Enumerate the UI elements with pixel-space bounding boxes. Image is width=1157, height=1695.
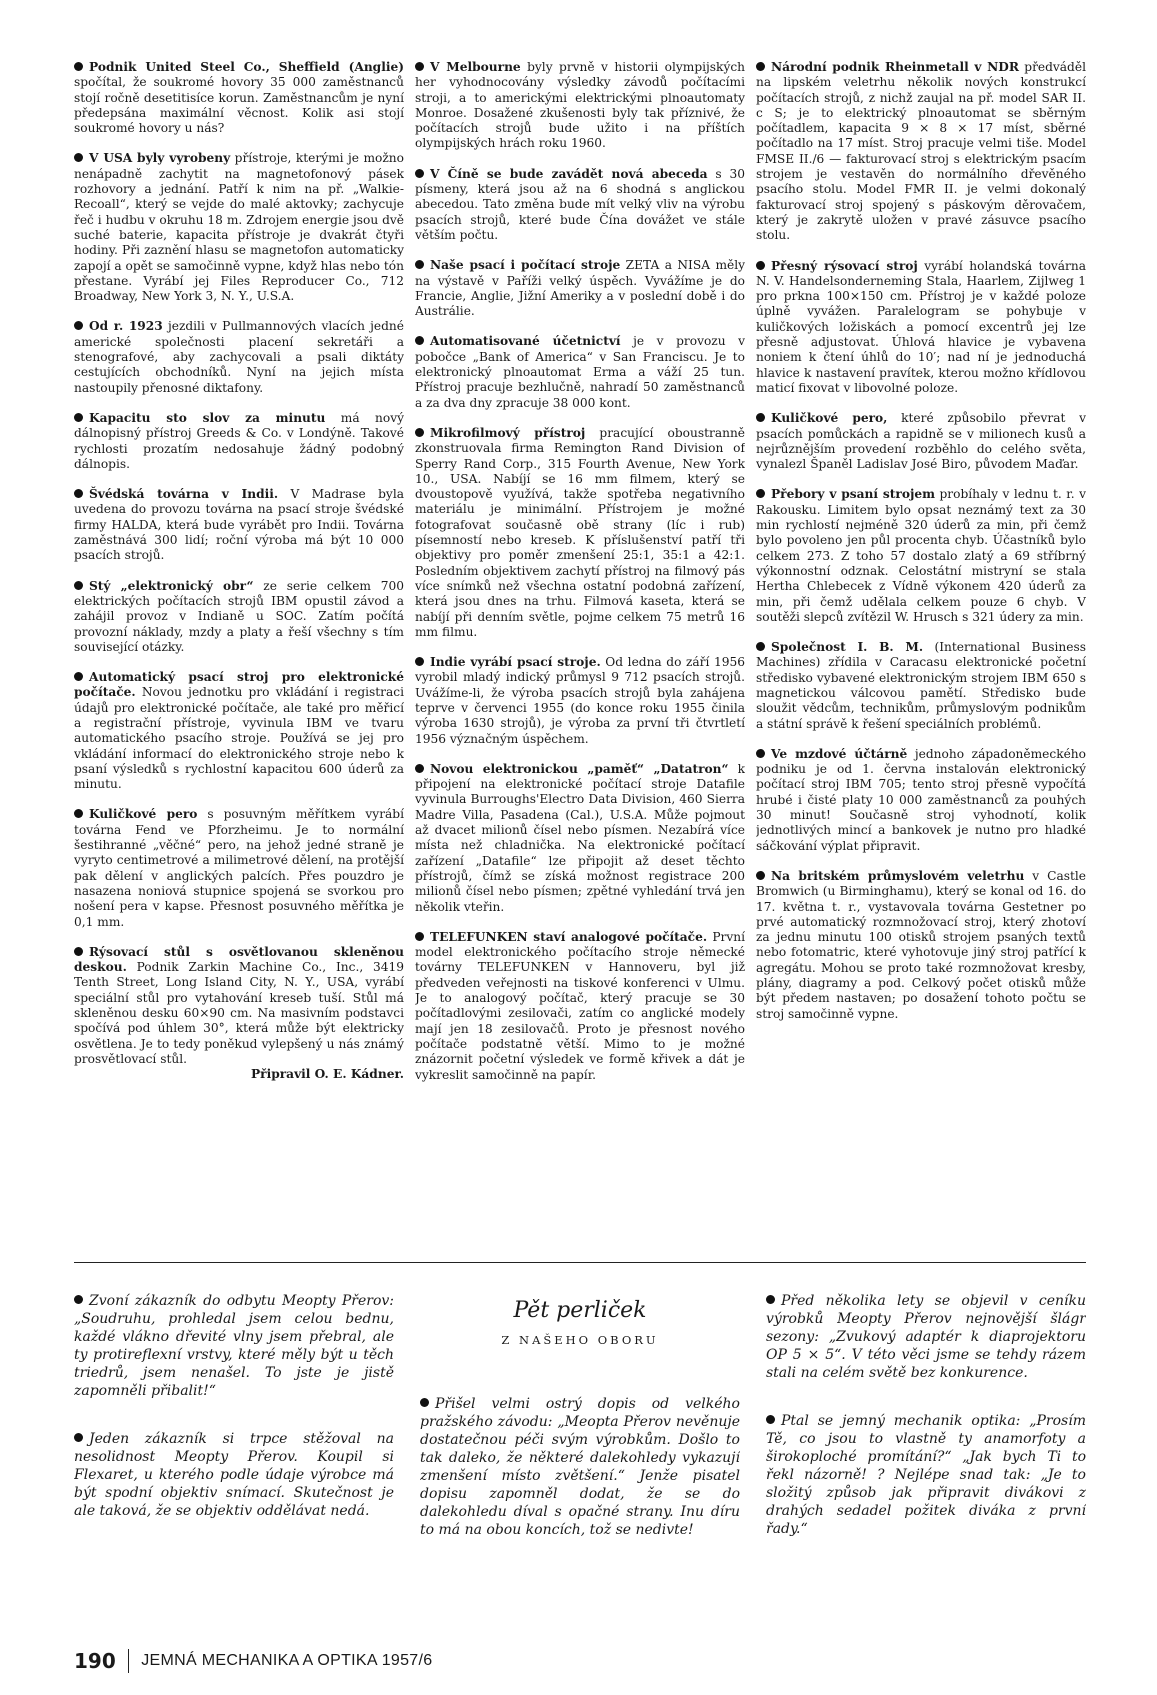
bullet-icon <box>756 261 765 270</box>
column-2 <box>415 60 745 1256</box>
news-item-text: k připojení na elektronické počítací stroje Datafile vyvinula Burroughs'Electro Data Division, 460 Sierra Madre Villa, Pasadena (Cal.), U.S.A. Může pojmout až dvacet milionů čísel nebo písmen. Nezabírá více místa než chladnička. Na elektronické počítací zařízení „Datafile“ lze připojit až deset těchto přístrojů, čímž se získá možnost registrace 200 milionů čísel nebo písmen; zpětné vyhledání trvá jen několik vteřin. <box>415 761 745 914</box>
column-1 <box>74 60 404 1256</box>
journal-title: JEMNÁ MECHANIKA A OPTIKA 1957/6 <box>141 1652 433 1669</box>
pearl-item <box>420 1395 740 1539</box>
news-item-lead: Indie vyrábí psací stroje. <box>430 655 601 670</box>
news-item <box>415 60 745 152</box>
news-item-lead: Kuličkové pero <box>89 807 198 822</box>
bullet-icon <box>766 1295 775 1304</box>
news-item-text: ze serie celkem 700 elektrických počítacích strojů IBM opustil závod a zahájil provoz v Indianě u SOC. Zatím počítá provozní náklady, mzdy a platy a řeší všechny s tím související otázky. <box>74 578 404 654</box>
author-signature: Připravil O. E. Kádner. <box>251 1067 404 1082</box>
news-item <box>756 60 1086 244</box>
news-item <box>415 334 745 410</box>
news-item-text: s 30 písmeny, která jsou až na 6 shodná s anglickou abecedou. Tato změna bude mít velký vliv na výrobu psacích strojů, které bude Čína dovážet ve stále větším počtu. <box>415 166 745 242</box>
bullet-icon <box>74 489 83 498</box>
pearls-column-left <box>74 1292 394 1622</box>
bullet-icon <box>756 62 765 71</box>
bullet-icon <box>415 657 424 666</box>
news-columns <box>74 60 1086 1256</box>
pearls-column-right <box>766 1292 1086 1622</box>
news-item-text: v Castle Bromwich (u Birminghamu), který se konal od 16. do 17. května t. r., vystavovala továrna Gestetner po prvé automatický rozmnožovací stroj, který zhotoví za jednu minutu 100 otisků strojem psaných textů nebo fotomatric, které vyhotovuje jiný stroj patřící k agregátu. Mohou se proto také rozmnožovat kresby, plány, diagramy a pod. Celkový počet otisků může být předem nastaven; po dosažení tohoto počtu se stroj samočinně vypne. <box>756 868 1086 1021</box>
pearl-item <box>766 1412 1086 1538</box>
news-item-lead: Ve mzdové účtárně <box>771 746 908 761</box>
news-item <box>756 640 1086 732</box>
news-item-lead: Mikrofilmový přístroj <box>430 425 586 440</box>
news-item-lead: Švédská továrna v Indii. <box>89 487 279 502</box>
bullet-icon <box>74 581 83 590</box>
bullet-icon <box>74 947 83 956</box>
news-item-text: je v provozu v pobočce „Bank of America“ v San Franciscu. Je to elektronický plnoautomat Erma a váží 25 tun. Přístroj pracuje bezhlučně, nahradí 50 zaměstnanců a za dva dny zpracuje 38 000 kont. <box>415 334 745 410</box>
bullet-icon <box>766 1415 775 1424</box>
pearls-column-middle <box>420 1292 740 1622</box>
bullet-icon <box>756 489 765 498</box>
column-3 <box>756 60 1086 1256</box>
section-divider <box>74 1262 1086 1263</box>
news-item-text: spočítal, že soukromé hovory 35 000 zaměstnanců stojí ročně desetitisíce korun. Zaměstnancům je nyní předepsána maximální věcnost. Kolik asi stojí soukromé hovory u nás? <box>74 75 404 136</box>
news-item-lead: Přesný rýsovací stroj <box>771 258 918 273</box>
bullet-icon <box>415 336 424 345</box>
news-item-lead: Kapacitu sto slov za minutu <box>89 410 326 425</box>
news-item-text: předváděl na lipském veletrhu několik nových konstrukcí počítacích strojů, z nichž zaujal na př. model SAR II. c S; je to elektrický plnoautomat se sběrným počítadlem, kapacita 9 × 8 × 17 míst, sběrné počítadlo na 17 míst. Stroj pracuje velmi tiše. Model FMSE II./6 — fakturovací stroj s elektrickým psacím strojem je vestavěn do normálního dřevěného psacího stolu. Model FMR II. je velmi dokonalý fakturovací stroj spojený s páskovým děrovačem, který je zakrytě uložen v pravé zásuvce psacího stolu. <box>756 60 1086 243</box>
news-item <box>74 151 404 304</box>
news-item-lead: Automatický psací stroj pro elektronické počítače. <box>74 670 404 700</box>
news-item <box>756 259 1086 397</box>
news-item <box>74 945 404 1083</box>
bullet-icon <box>415 62 424 71</box>
news-item-text: které způsobilo převrat v psacích pomůckách a rapidně se v milionech kusů a nejrůznějším provedení rozběhlo do celého světa, vynalezl Španěl Ladislav José Biro, původem Maďar. <box>756 411 1086 472</box>
news-item-lead: Stý „elektronický obr“ <box>89 578 254 593</box>
news-item <box>74 670 404 792</box>
bullet-icon <box>74 1295 83 1304</box>
news-item-lead: Naše psací i počítací stroje <box>430 258 621 273</box>
bullet-icon <box>74 413 83 422</box>
bullet-icon <box>74 153 83 162</box>
news-item-lead: Národní podnik Rheinmetall v NDR <box>771 60 1019 74</box>
news-item-text: s posuvným měřítkem vyrábí továrna Fend ve Pforzheimu. Je to normální šestihranné „věčné“ pero, na jehož jedné straně je vyryto centimetrové a milimetrové dělení, na protější pak dělení v anglických palcích. Přes pouzdro je nasazena noniová stupnice spojená se svorkou pro nošení pera v kapse. Přesnost posuvného měřítka je 0,1 mm. <box>74 807 404 929</box>
pearl-text: Přišel velmi ostrý dopis od velkého pražského závodu: „Meopta Přerov nevěnuje dostatečnou péči svým výrobkům. Došlo to tak daleko, že některé dalekohledy vykazují zmenšení místo zvětšení.“ Jenže pisatel dopisu zapomněl dodat, že se do dalekohledu díval s opačné strany. Inu díru to má na obou koncích, tož se nedivte! <box>420 1396 740 1538</box>
news-item-text: Novou jednotku pro vkládání i registraci údajů pro elektronické počítače, ale také pro měřicí a registrační přístroje, vyvinula IBM ve tvaru automatického psacího stroje. Používá se jej pro vkládání informací do elektronického stroje nebo k psaní výsledků s rychlostní kapacitou 600 úderů za minutu. <box>74 685 404 792</box>
pearls-title: Pět perliček <box>513 1298 647 1323</box>
bullet-icon <box>74 809 83 818</box>
news-item <box>415 426 745 640</box>
pearl-item <box>74 1430 394 1520</box>
news-item <box>756 487 1086 625</box>
news-item-text: ZETA a NISA měly na výstavě v Paříži velký úspěch. Vyvážíme je do Francie, Anglie, Jižní Ameriky a v poslední době i do Austrálie. <box>415 258 745 319</box>
news-item-lead: Novou elektronickou „paměť“ „Datatron“ <box>430 761 729 776</box>
bullet-icon <box>415 932 424 941</box>
news-item-lead: Podnik United Steel Co., Sheffield (Anglie) <box>89 60 404 74</box>
news-item-lead: Společnost I. B. M. <box>771 640 924 655</box>
news-item <box>415 167 745 243</box>
pearl-text: Jeden zákazník si trpce stěžoval na nesolidnost Meopty Přerov. Koupil si Flexaret, u kterého podle údaje výrobce má být spodní objektiv snímací. Skutečnost je ale taková, že se objektiv oddělávat nedá. <box>74 1431 394 1519</box>
bullet-icon <box>756 871 765 880</box>
news-item-lead: V USA byly vyrobeny <box>89 151 231 166</box>
news-item-lead: V Číně se bude zavádět nová abeceda <box>430 166 708 181</box>
news-item-text: má nový dálnopisný přístroj Greeds & Co. v Londýně. Takové rychlosti prozatím nedosahuje žádný podobný dálnopis. <box>74 410 404 471</box>
pearl-item <box>74 1292 394 1400</box>
news-item <box>74 411 404 472</box>
news-item <box>74 60 404 136</box>
bullet-icon <box>415 260 424 269</box>
news-item-text: byly prvně v historii olympijských her vyhodnocovány výsledky závodů počítacími stroji, a to americkými elektrickými plnoautomaty Monroe. Dosažené zkušenosti byly tak příznivé, že počítacích strojů bude užito i na příštích olympijských hrách roku 1960. <box>415 60 745 151</box>
news-item-lead: Kuličkové pero, <box>771 411 888 426</box>
news-item-text: jednoho západoněmeckého podniku je od 1. června instalován elektronický počítací stroj IBM 705; tento stroj přesně vypočítá hrubé i čisté platy 10 000 zaměstnanců za pouhých 30 minut! Současně stroj vyhodnotí, kolik jednotlivých mincí a bankovek je nutno pro hladké sáčkování výplat připravit. <box>756 746 1086 853</box>
pearl-text: Zvoní zákazník do odbytu Meopty Přerov: „Soudruhu, prohledal jsem celou bednu, každé vlákno dřevité vlny jsem přebral, ale ty protireflexní vrstvy, které měly být u těch triedrů, jsem nenašel. To jste je jistě zapomněli přibalit!“ <box>74 1293 394 1399</box>
news-item-lead: TELEFUNKEN staví analogové počítače. <box>430 929 708 944</box>
news-item-text: přístroje, kterými je možno nenápadně zachytit na magnetofonový pásek rozhovory a jednání. Patří k nim na př. „Walkie-Recoall“, který se vejde do malé aktovky; zachycuje řeč i hudbu v okruhu 18 m. Zdrojem energie jsou dvě suché baterie, kapacita přístroje je dvakrát čtyři hodiny. Při zaznění hlasu se magnetofon automaticky zapojí a opět se samočinně vypne, když hlas nebo tón přestane. Vyrábí jej Files Reproducer Co., 712 Broadway, New York 3, N. Y., U.S.A. <box>74 151 404 304</box>
news-item-text: Podnik Zarkin Machine Co., Inc., 3419 Tenth Street, Long Island City, N. Y., USA, vyrábí speciální stůl pro vytahování kreseb tuší. Stůl má skleněnou desku 60×90 cm. Na masivním podstavci spočívá pod úhlem 30°, která může být elektricky osvětlena. Je to tedy poněkud vylepšený u nás známý prosvětlovací stůl. <box>74 960 404 1066</box>
news-item <box>74 319 404 395</box>
news-item <box>756 869 1086 1022</box>
news-item-lead: Přebory v psaní strojem <box>771 487 936 502</box>
news-item <box>415 258 745 319</box>
news-item <box>756 747 1086 854</box>
footer-divider <box>128 1649 130 1673</box>
pearls-middle-items <box>420 1395 740 1539</box>
page-footer <box>74 1648 432 1674</box>
bullet-icon <box>74 1433 83 1442</box>
bullet-icon <box>415 428 424 437</box>
news-item <box>415 655 745 747</box>
news-item-text: vyrábí holandská továrna N. V. Handelsonderneming Stala, Haarlem, Zijlweg 1 pro prkna 100×150 cm. Přístroj je v každé poloze úplně vyvážen. Paralelogram se pohybuje v kuličkových ložiskách a pomocí excentrů jej lze přesně adjustovat. Úhlová hlavice je vybavena noniem k čtení úhlů do 10′; nad ní je jednoduchá hlavice k nastavení pravítek, kterou možno křídlovou maticí fixovat v libovolné poloze. <box>756 258 1086 395</box>
news-item-lead: V Melbourne <box>430 60 521 74</box>
pearls-subtitle: Z NAŠEHO OBORU <box>501 1333 659 1347</box>
page-number: 190 <box>74 1649 116 1673</box>
news-item-text: pracující oboustranně zkonstruovala firma Remington Rand Division of Sperry Rand Corp., 315 Fourth Avenue, New York 10., USA. Nabíjí se 16 mm filmem, který se dvoustopově využívá, takže spotřeba negativního materiálu je minimální. Přístrojem je možné fotografovat současně obě strany (líc i rub) písemností nebo kreseb. K příslušenství patří tři objektivy pro poměr zmenšení 25:1, 35:1 a 42:1. Posledním objektivem zachytí přístroj na filmový pás více snímků než všechna ostatní podobná zařízení, která jsou dnes na trhu. Filmová kaseta, která se nabíjí při denním světle, pojme celkem 75 metrů 16 mm filmu. <box>415 425 745 639</box>
news-item-text: jezdili v Pullmannových vlacích jedné americké společnosti placení sekretáři a stenografové, aby zachycovali a psali diktáty cestujících obchodníků. Nyní na jejich místa nastoupily přenosné diktafony. <box>74 319 404 395</box>
pearl-text: Ptal se jemný mechanik optika: „Prosím Tě, co jsou to vlastně ty anamorfoty a širokoploché promítání?“ „Jak bych Ti to řekl názorně! ? Nejlépe snad tak: „Je to složitý způsob jak připravit divákovi z drahých sedadel požitek diváka z první řady.“ <box>766 1413 1086 1537</box>
news-item-text: V Madrase byla uvedena do provozu továrna na psací stroje švédské firmy HALDA, která bude vyrábět pro Indii. Továrna zaměstnává 300 lidí; roční výroba má být 10 000 psacích strojů. <box>74 487 404 563</box>
bullet-icon <box>756 413 765 422</box>
news-item-text: probíhaly v lednu t. r. v Rakousku. Limitem bylo opsat neznámý text za 30 min rychlostí nejméně 320 úderů za min, při čemž bylo povoleno jen půl procenta chyb. Účastníků bylo celkem 273. Z toho 57 dostalo zlatý a 69 stříbrný výkonnostní odznak. Celostátní mistryní se stala Hertha Chlebecek z Vídně výkonem 420 úderů za min, při čemž udělala celkem pouze 6 chyb. V soutěži slepců zvítězil W. Hrusch s 321 údery za min. <box>756 487 1086 624</box>
bullet-icon <box>756 642 765 651</box>
news-item-lead: Automatisované účetnictví <box>430 334 621 349</box>
bullet-icon <box>415 764 424 773</box>
news-item-text: Od ledna do září 1956 vyrobil mladý indický průmysl 9 712 psacích strojů. Uvážíme-li, že výroba psacích strojů byla zahájena teprve v červenci 1955 (do konce roku 1955 činila výroba 1630 strojů), je výroba za první tři čtvrtletí 1956 význačným úspěchem. <box>415 655 745 746</box>
bullet-icon <box>420 1398 429 1407</box>
bullet-icon <box>74 672 83 681</box>
bullet-icon <box>415 169 424 178</box>
news-item-text: První model elektronického počítacího stroje německé továrny TELEFUNKEN v Hannoveru, byl již předveden veřejnosti na tiskové konferenci v Ulmu. Je to analogový počítač, který pracuje se 30 počítadlovými zesilovači, zatím co anglické modely mají jen 18 zesilovačů. Proto je přesnost nového počítače podstatně větší. Mimo to je možné znázornit početní výsledek ve formě křivek a dát je vykreslit samočinně na papír. <box>415 929 745 1082</box>
pearl-text: Před několika lety se objevil v ceníku výrobků Meopty Přerov nejnovější šlágr sezony: „Zvukový adaptér k diaprojektoru OP 5 × 5“. V této věci jsme se tehdy rázem stali na celém světě bez konkurence. <box>766 1293 1086 1381</box>
news-item <box>415 930 745 1083</box>
news-item-lead: Od r. 1923 <box>89 319 163 334</box>
pearl-item <box>766 1292 1086 1382</box>
news-item-lead: Rýsovací stůl s osvětlovanou skleněnou deskou. <box>74 944 404 975</box>
bullet-icon <box>74 62 83 71</box>
news-item <box>74 579 404 655</box>
bullet-icon <box>74 321 83 330</box>
news-item <box>74 487 404 563</box>
news-item <box>74 807 404 929</box>
news-item <box>756 411 1086 472</box>
pearls-section <box>74 1292 1086 1622</box>
news-item-lead: Na britském průmyslovém veletrhu <box>771 868 1025 883</box>
news-item-text: (International Business Machines) zřídila v Caracasu elektronické početní středisko vybavené elektronickým strojem IBM 650 s magnetickou válcovou pamětí. Středisko bude sloužit vědcům, technikům, průmyslovým podnikům a státní správě k řešení speciálních problémů. <box>756 640 1086 731</box>
bullet-icon <box>756 749 765 758</box>
news-item <box>415 762 745 915</box>
